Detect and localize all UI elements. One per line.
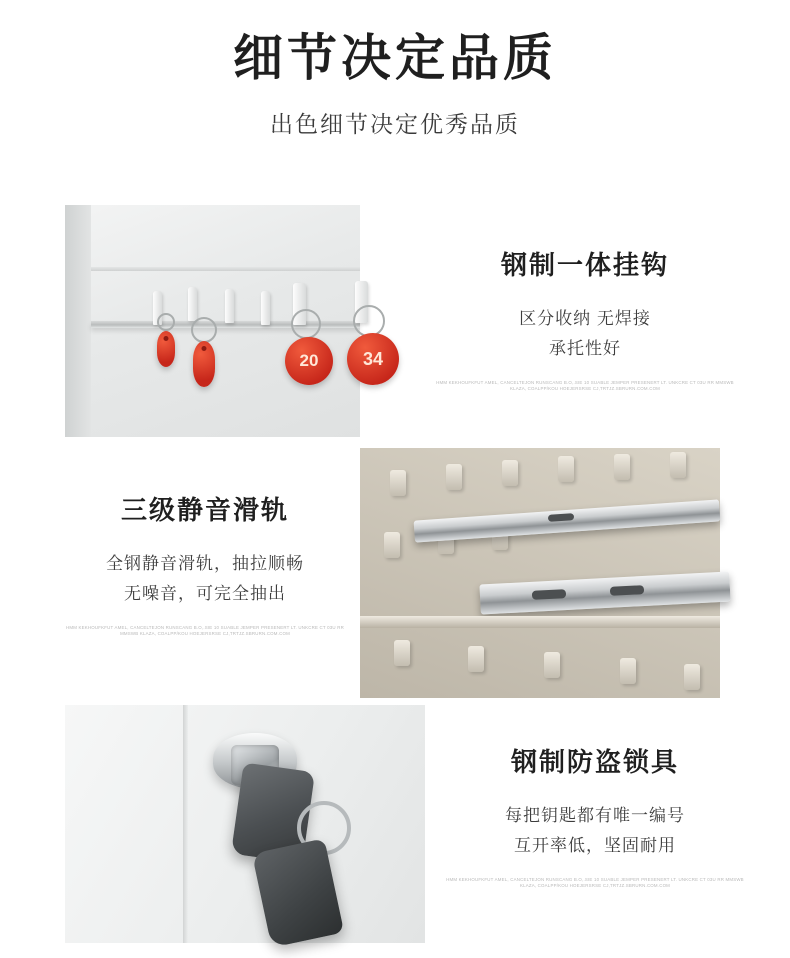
feature-description bbox=[430, 304, 740, 364]
cabinet-door-edge bbox=[183, 705, 188, 943]
feature-hooks-text bbox=[430, 245, 740, 393]
feature-rails-text bbox=[60, 490, 350, 638]
fineprint-watermark: HMM KEKHOUFKFUT AMEL, CANCELTEJON RUNSCANG B.O,.SIE 10 SUABLE JEMPER PRESENERT LT. UNKCRE CT 03U RR MMSWB KLAZA, COALPP/KOU HOEJERSRSE CJ,TRTJZ.SBRURN.COM.COM bbox=[446, 876, 744, 889]
page-subtitle: 出色细节决定优秀品质 bbox=[270, 110, 520, 137]
feature-desc-line-2: 无噪音，可完全抽出 bbox=[124, 583, 286, 603]
tag-hole bbox=[164, 336, 169, 341]
page-title: 细节决定品质 bbox=[233, 30, 557, 86]
rail-slot bbox=[532, 589, 566, 600]
key-tag bbox=[157, 331, 175, 367]
hook-bump bbox=[544, 652, 560, 678]
photo-steel-hooks bbox=[65, 205, 384, 437]
hook-bump bbox=[620, 658, 636, 684]
key-tag-numbered: 34 bbox=[347, 333, 399, 385]
feature-title: 三级静音滑轨 bbox=[120, 495, 289, 525]
photo-steel-lock bbox=[65, 705, 425, 943]
fineprint-watermark: HMM KEKHOUFKFUT AMEL, CANCELTEJON RUNSCANG B.O,.SIE 10 SUABLE JEMPER PRESENERT LT. UNKCRE CT 03U RR MMSWB KLAZA, COALPP/KOU HOEJERSRSE CJ,TRTJZ.SBRURN.COM.COM bbox=[436, 379, 734, 392]
key-ring bbox=[291, 309, 321, 339]
feature-title: 钢制一体挂钩 bbox=[500, 250, 669, 280]
feature-lock-text bbox=[440, 742, 750, 890]
cabinet-side-panel bbox=[65, 205, 91, 437]
hook-bump bbox=[502, 460, 518, 486]
feature-desc-line-2: 承托性好 bbox=[549, 338, 621, 358]
hook-icon bbox=[188, 287, 197, 321]
hook-icon bbox=[225, 289, 234, 323]
fineprint-watermark: HMM KEKHOUFKFUT AMEL, CANCELTEJON RUNSCANG B.O,.SIE 10 SUABLE JEMPER PRESENERT LT. UNKCRE CT 03U RR MMSWB KLAZA, COALPP/KOU HOEJERSRSE CJ,TRTJZ.SBRURN.COM.COM bbox=[66, 624, 344, 637]
feature-description bbox=[440, 801, 750, 861]
photo-slide-rails bbox=[360, 448, 720, 698]
hook-bump bbox=[384, 532, 400, 558]
feature-desc-line-1: 区分收纳 无焊接 bbox=[519, 309, 651, 328]
tag-hole bbox=[202, 346, 207, 351]
shelf-edge bbox=[360, 616, 720, 628]
key-tag-numbered: 20 bbox=[285, 337, 333, 385]
feature-desc-line-1: 全钢静音滑轨，抽拉顺畅 bbox=[106, 554, 304, 573]
feature-desc-line-1: 每把钥匙都有唯一编号 bbox=[505, 806, 685, 825]
hook-icon bbox=[261, 291, 270, 325]
page-header bbox=[0, 0, 790, 139]
hook-bump bbox=[468, 646, 484, 672]
hook-bump bbox=[558, 456, 574, 482]
key-ring bbox=[191, 317, 217, 343]
hook-bump bbox=[394, 640, 410, 666]
hook-bump bbox=[684, 664, 700, 690]
hook-bump bbox=[614, 454, 630, 480]
cabinet-back-wall bbox=[360, 448, 720, 698]
feature-desc-line-2: 互开率低，坚固耐用 bbox=[514, 835, 676, 855]
hook-bump bbox=[390, 470, 406, 496]
feature-description bbox=[60, 549, 350, 609]
key-ring bbox=[157, 313, 175, 331]
rail-slot bbox=[610, 585, 644, 596]
hook-bump bbox=[670, 452, 686, 478]
feature-title: 钢制防盗锁具 bbox=[510, 747, 679, 777]
hook-bump bbox=[446, 464, 462, 490]
shelf-line bbox=[91, 267, 360, 271]
key-tag bbox=[193, 341, 215, 387]
